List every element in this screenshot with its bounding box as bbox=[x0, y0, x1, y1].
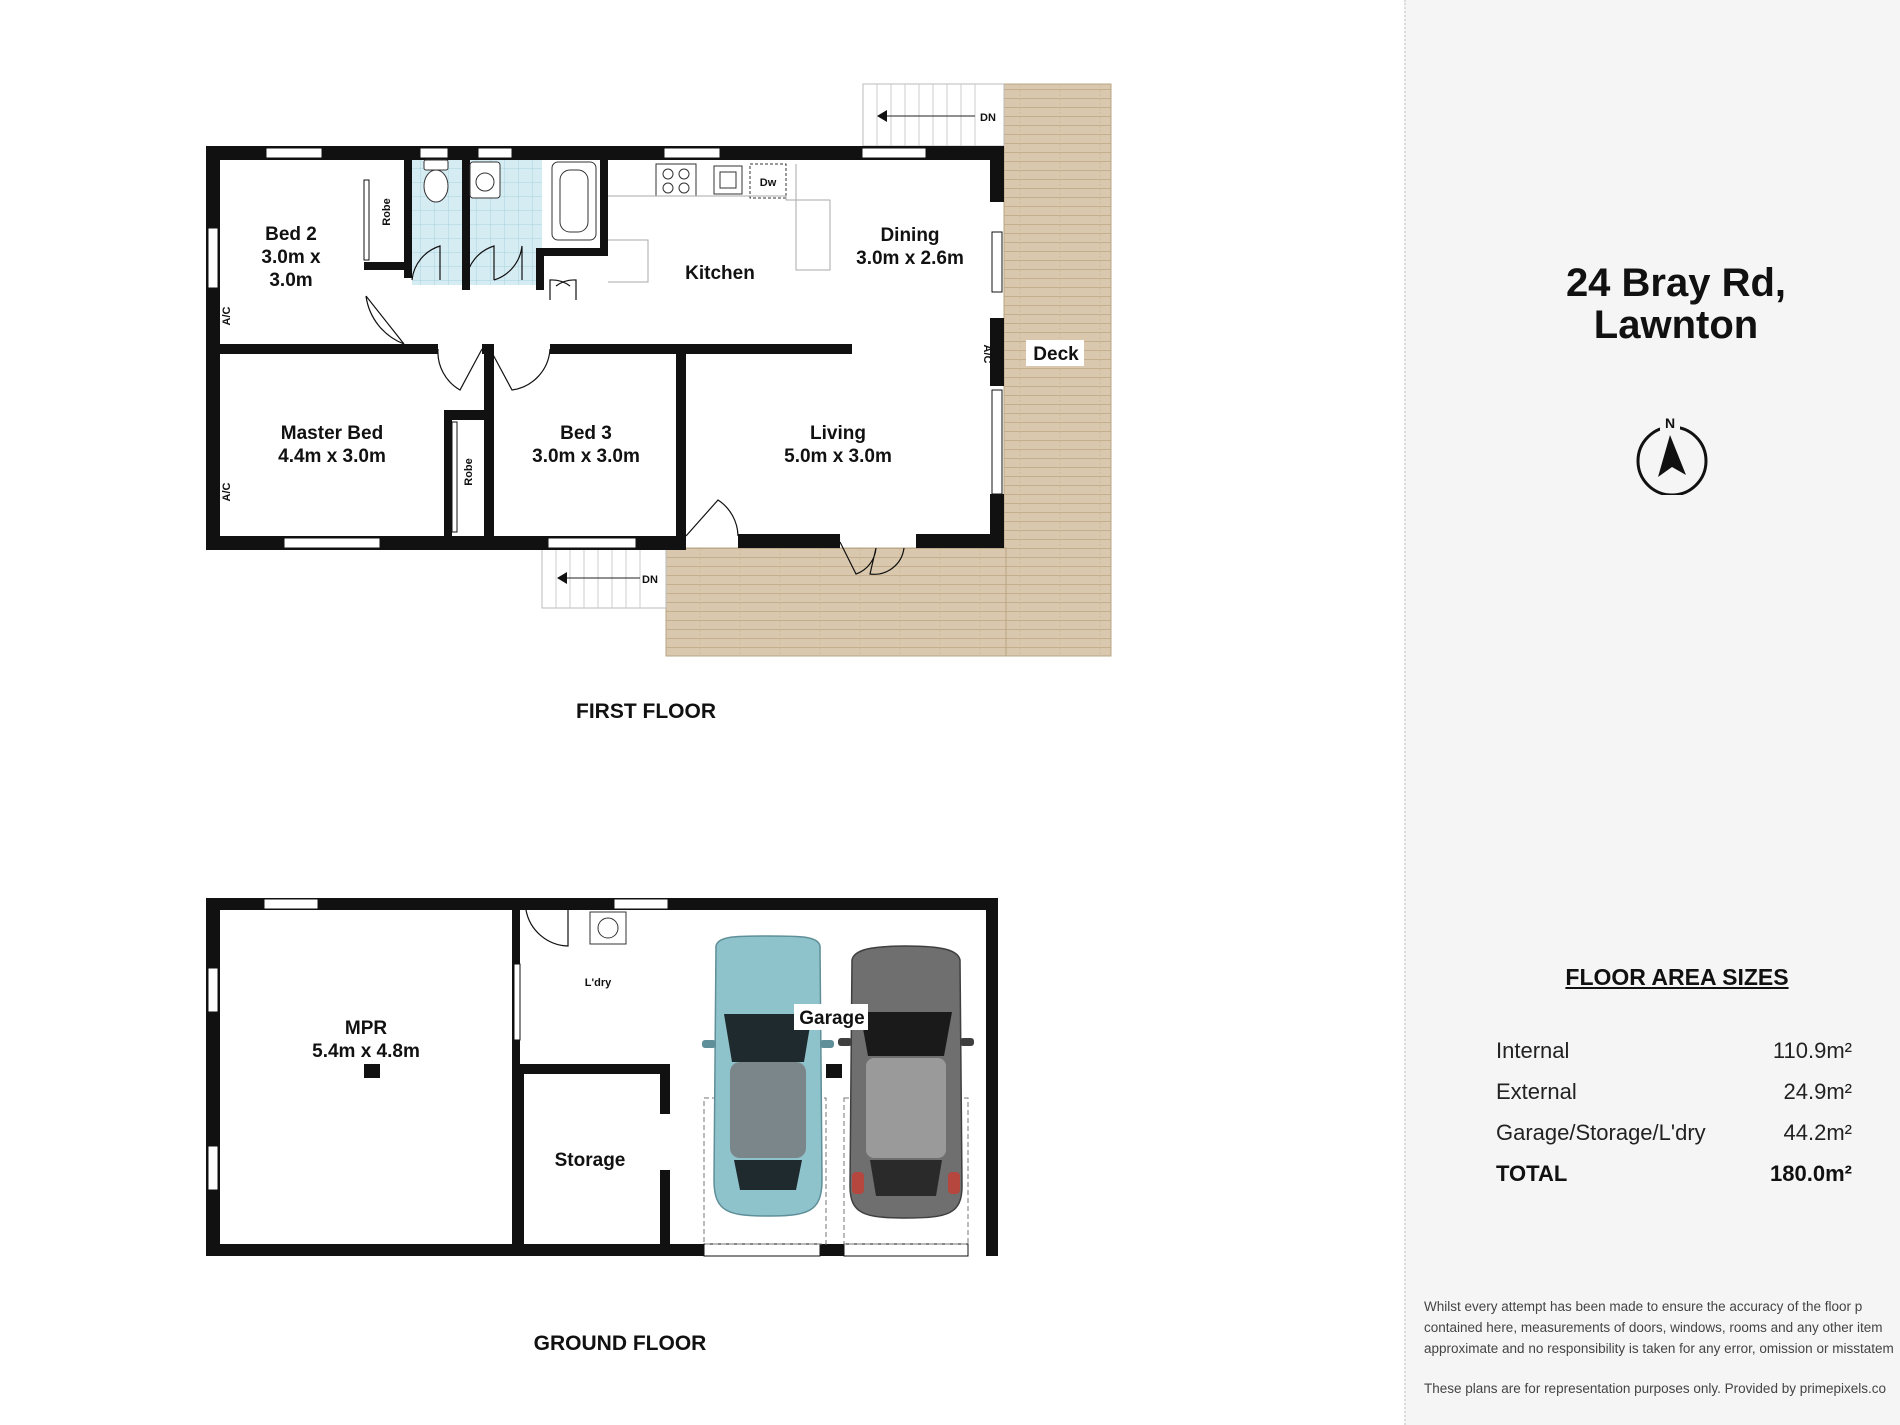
bed3-name: Bed 3 bbox=[560, 423, 612, 444]
stairs-dn-label: DN bbox=[980, 112, 996, 124]
ac-label: A/C bbox=[221, 482, 233, 502]
car-icon bbox=[838, 946, 974, 1218]
storage-label: Storage bbox=[554, 1150, 626, 1171]
laundry-tub bbox=[590, 912, 626, 944]
kitchen-label: Kitchen bbox=[685, 263, 755, 284]
dining-name: Dining bbox=[880, 225, 940, 246]
first-floor bbox=[206, 84, 1111, 723]
area-value: 24.9m² bbox=[1783, 1079, 1852, 1104]
garage-door-post bbox=[820, 1244, 844, 1256]
address-line1: 24 Bray Rd, bbox=[1565, 261, 1787, 305]
address bbox=[1406, 262, 1900, 346]
area-value: 110.9m² bbox=[1772, 1038, 1852, 1063]
living-name: Living bbox=[810, 423, 866, 444]
garage-door bbox=[704, 1244, 820, 1256]
first-floor-title: FIRST FLOOR bbox=[576, 700, 716, 723]
area-name: Garage/Storage/L'dry bbox=[1496, 1120, 1706, 1145]
provided-by: These plans are for representation purposes only. Provided by primepixels.co bbox=[1424, 1381, 1886, 1396]
bed2-dim2: 3.0m bbox=[269, 270, 313, 291]
deck-area bbox=[666, 548, 1006, 656]
laundry-label: L'dry bbox=[584, 977, 612, 989]
garage-door bbox=[844, 1244, 968, 1256]
ground-floor bbox=[206, 898, 998, 1355]
door bbox=[526, 910, 568, 946]
disclaimer-line: contained here, measurements of doors, windows, rooms and any other item bbox=[1424, 1320, 1883, 1335]
post bbox=[826, 1064, 842, 1078]
ac-label: A/C bbox=[981, 344, 993, 364]
disclaimer-line: approximate and no responsibility is taken for any error, omission or misstatem bbox=[1424, 1341, 1894, 1356]
area-value: 44.2m² bbox=[1783, 1120, 1852, 1145]
car-icon bbox=[702, 936, 834, 1216]
area-value: 180.0m² bbox=[1770, 1161, 1852, 1186]
post bbox=[364, 1064, 380, 1078]
stairs-dn-label: DN bbox=[642, 574, 658, 586]
ac-label: A/C bbox=[221, 306, 233, 326]
living-dim: 5.0m x 3.0m bbox=[784, 446, 892, 467]
ground-floor-title: GROUND FLOOR bbox=[533, 1332, 707, 1355]
address-line2: Lawnton bbox=[1593, 303, 1759, 347]
garage-label: Garage bbox=[799, 1008, 865, 1029]
master-name: Master Bed bbox=[280, 423, 384, 444]
robe-label: Robe bbox=[463, 458, 475, 486]
floor-area-title: FLOOR AREA SIZES bbox=[1565, 964, 1789, 990]
dw-label: Dw bbox=[759, 177, 777, 189]
area-name: External bbox=[1496, 1079, 1577, 1104]
disclaimer-line: Whilst every attempt has been made to ensure the accuracy of the floor p bbox=[1424, 1299, 1863, 1314]
bed2-dim1: 3.0m x bbox=[261, 247, 321, 268]
dining-dim: 3.0m x 2.6m bbox=[856, 248, 964, 269]
compass-n-label: N bbox=[1664, 415, 1676, 431]
disclaimer bbox=[1424, 1296, 1900, 1359]
robe-label: Robe bbox=[381, 198, 393, 226]
mpr-name: MPR bbox=[344, 1018, 388, 1039]
master-dim: 4.4m x 3.0m bbox=[278, 446, 386, 467]
bed2-name: Bed 2 bbox=[265, 224, 317, 245]
area-name: Internal bbox=[1496, 1038, 1570, 1063]
mpr-dim: 5.4m x 4.8m bbox=[312, 1041, 420, 1062]
area-name: TOTAL bbox=[1496, 1161, 1568, 1186]
deck-label: Deck bbox=[1033, 344, 1079, 365]
walls bbox=[206, 146, 1004, 550]
deck-area bbox=[1004, 84, 1111, 656]
north-compass-icon bbox=[1632, 415, 1712, 495]
bed3-dim: 3.0m x 3.0m bbox=[532, 446, 640, 467]
info-panel bbox=[1404, 0, 1900, 1425]
